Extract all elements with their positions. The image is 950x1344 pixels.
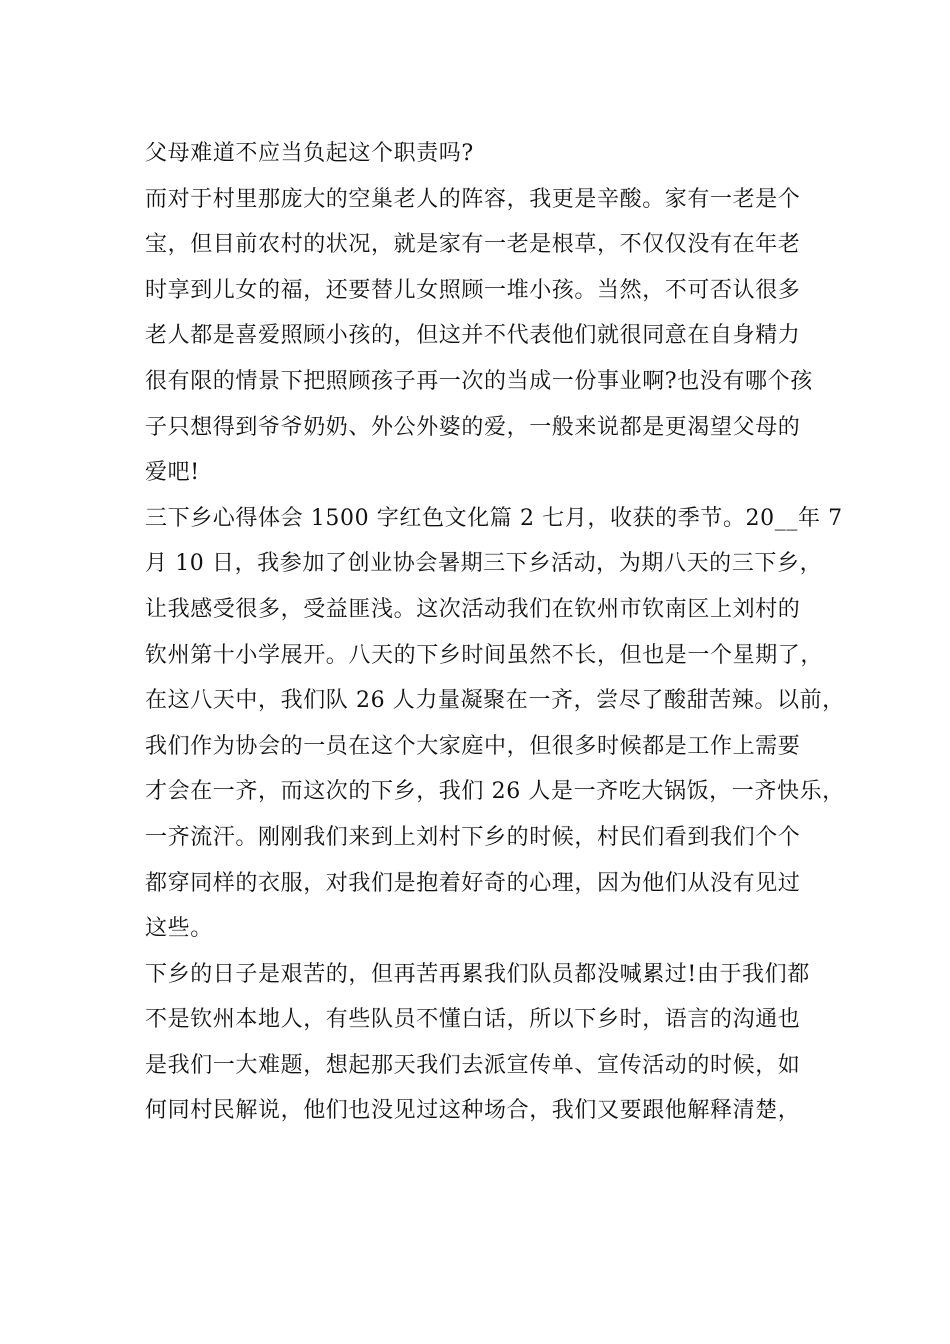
text-line-13: 在这八天中，我们队 26 人力量凝聚在一齐，尝尽了酸甜苦辣。以前， (145, 688, 845, 714)
text-line-18: 这些。 (145, 916, 213, 942)
text-line-8: 爱吧! (145, 460, 200, 486)
text-line-4: 时享到儿女的福，还要替儿女照顾一堆小孩。当然，不可否认很多 (145, 277, 801, 303)
text-line-5: 老人都是喜爱照顾小孩的，但这并不代表他们就很同意在自身精力 (145, 323, 801, 349)
text-line-20: 不是钦州本地人，有些队员不懂白话，所以下乡时，语言的沟通也 (145, 1007, 801, 1033)
text-line-1: 父母难道不应当负起这个职责吗? (145, 141, 474, 166)
text-line-3: 宝，但目前农村的状况，就是家有一老是根草，不仅仅没有在年老 (145, 232, 801, 258)
text-line-22: 何同村民解说，他们也没见过这种场合，我们又要跟他解释清楚， (145, 1098, 801, 1124)
text-line-2: 而对于村里那庞大的空巢老人的阵容，我更是辛酸。家有一老是个 (145, 186, 801, 212)
text-line-16: 一齐流汗。刚刚我们来到上刘村下乡的时候，村民们看到我们个个 (145, 824, 801, 850)
text-line-12: 钦州第十小学展开。八天的下乡时间虽然不长，但也是一个星期了， (145, 642, 824, 668)
text-line-14: 我们作为协会的一员在这个大家庭中，但很多时候都是工作上需要 (145, 733, 801, 759)
body-text (145, 131, 845, 1134)
text-line-11: 让我感受很多，受益匪浅。这次活动我们在钦州市钦南区上刘村的 (145, 596, 801, 622)
text-line-7: 子只想得到爷爷奶奶、外公外婆的爱，一般来说都是更渴望父母的 (145, 414, 801, 440)
text-line-6: 很有限的情景下把照顾孩子再一次的当成一份事业啊?也没有哪个孩 (145, 368, 813, 394)
text-line-10: 月 10 日，我参加了创业协会暑期三下乡活动，为期八天的三下乡， (145, 551, 823, 577)
text-line-17: 都穿同样的衣服，对我们是抱着好奇的心理，因为他们从没有见过 (145, 870, 801, 896)
text-line-15: 才会在一齐，而这次的下乡，我们 26 人是一齐吃大锅饭，一齐快乐， (145, 779, 845, 805)
text-line-19: 下乡的日子是艰苦的，但再苦再累我们队员都没喊累过!由于我们都 (145, 961, 810, 987)
text-line-9: 三下乡心得体会 1500 字红色文化篇 2 七月，收获的季节。20__年 7 (145, 505, 843, 531)
text-line-21: 是我们一大难题，想起那天我们去派宣传单、宣传活动的时候，如 (145, 1052, 801, 1078)
